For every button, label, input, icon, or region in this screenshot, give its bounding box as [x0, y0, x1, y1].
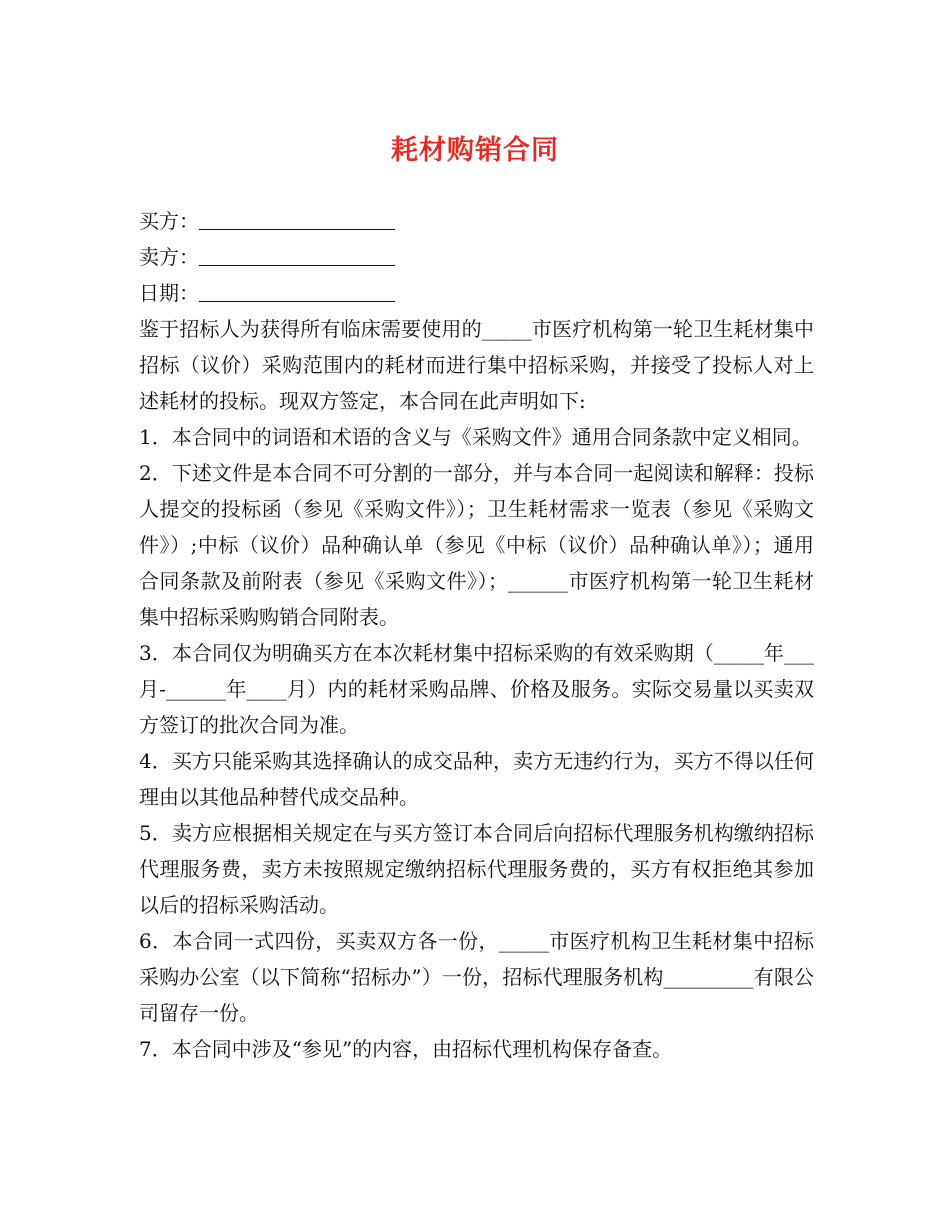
- clause-5: 5．卖方应根据相关规定在与买方签订本合同后向招标代理服务机构缴纳招标代理服务费，卖方未按照规定缴纳招标代理服务费的，买方有权拒绝其参加以后的招标采购活动。: [139, 821, 814, 917]
- document-title: 耗材购销合同: [391, 135, 559, 166]
- date-label: 日期：: [139, 281, 199, 305]
- date-blank: [199, 279, 395, 302]
- clause-3: 3．本合同仅为明确买方在本次耗材集中招标采购的有效采购期（_____年___月-______年____月）内的耗材采购品牌、价格及服务。实际交易量以买卖双方签订的批次合同为准。: [139, 641, 814, 737]
- buyer-field: [139, 203, 814, 239]
- clause-2: 2．下述文件是本合同不可分割的一部分，并与本合同一起阅读和解释：投标人提交的投标函（参见《采购文件》）；卫生耗材需求一览表（参见《采购文件》）;中标（议价）品种确认单（参见《中标（议价）品种确认单》）；通用合同条款及前附表（参见《采购文件》）；______市医疗机构第一轮卫生耗材集中招标采购购销合同附表。: [139, 461, 814, 629]
- clause-1: 1．本合同中的词语和术语的含义与《采购文件》通用合同条款中定义相同。: [139, 425, 812, 449]
- document-body: [139, 203, 814, 1067]
- seller-blank: [199, 243, 395, 266]
- buyer-blank: [199, 207, 395, 230]
- preamble-paragraph: 鉴于招标人为获得所有临床需要使用的_____市医疗机构第一轮卫生耗材集中招标（议价）采购范围内的耗材而进行集中招标采购，并接受了投标人对上述耗材的投标。现双方签定，本合同在此声明如下:: [139, 317, 814, 413]
- clause-4: 4．买方只能采购其选择确认的成交品种，卖方无违约行为，买方不得以任何理由以其他品种替代成交品种。: [139, 749, 814, 809]
- seller-field: [139, 239, 814, 275]
- clause-6: 6．本合同一式四份，买卖双方各一份，_____市医疗机构卫生耗材集中招标采购办公室（以下简称“招标办”）一份，招标代理服务机构_________有限公司留存一份。: [139, 929, 814, 1025]
- buyer-label: 买方：: [139, 209, 199, 233]
- seller-label: 卖方：: [139, 245, 199, 269]
- clause-7: 7．本合同中涉及“参见”的内容，由招标代理机构保存备查。: [139, 1037, 673, 1061]
- date-field: [139, 275, 814, 311]
